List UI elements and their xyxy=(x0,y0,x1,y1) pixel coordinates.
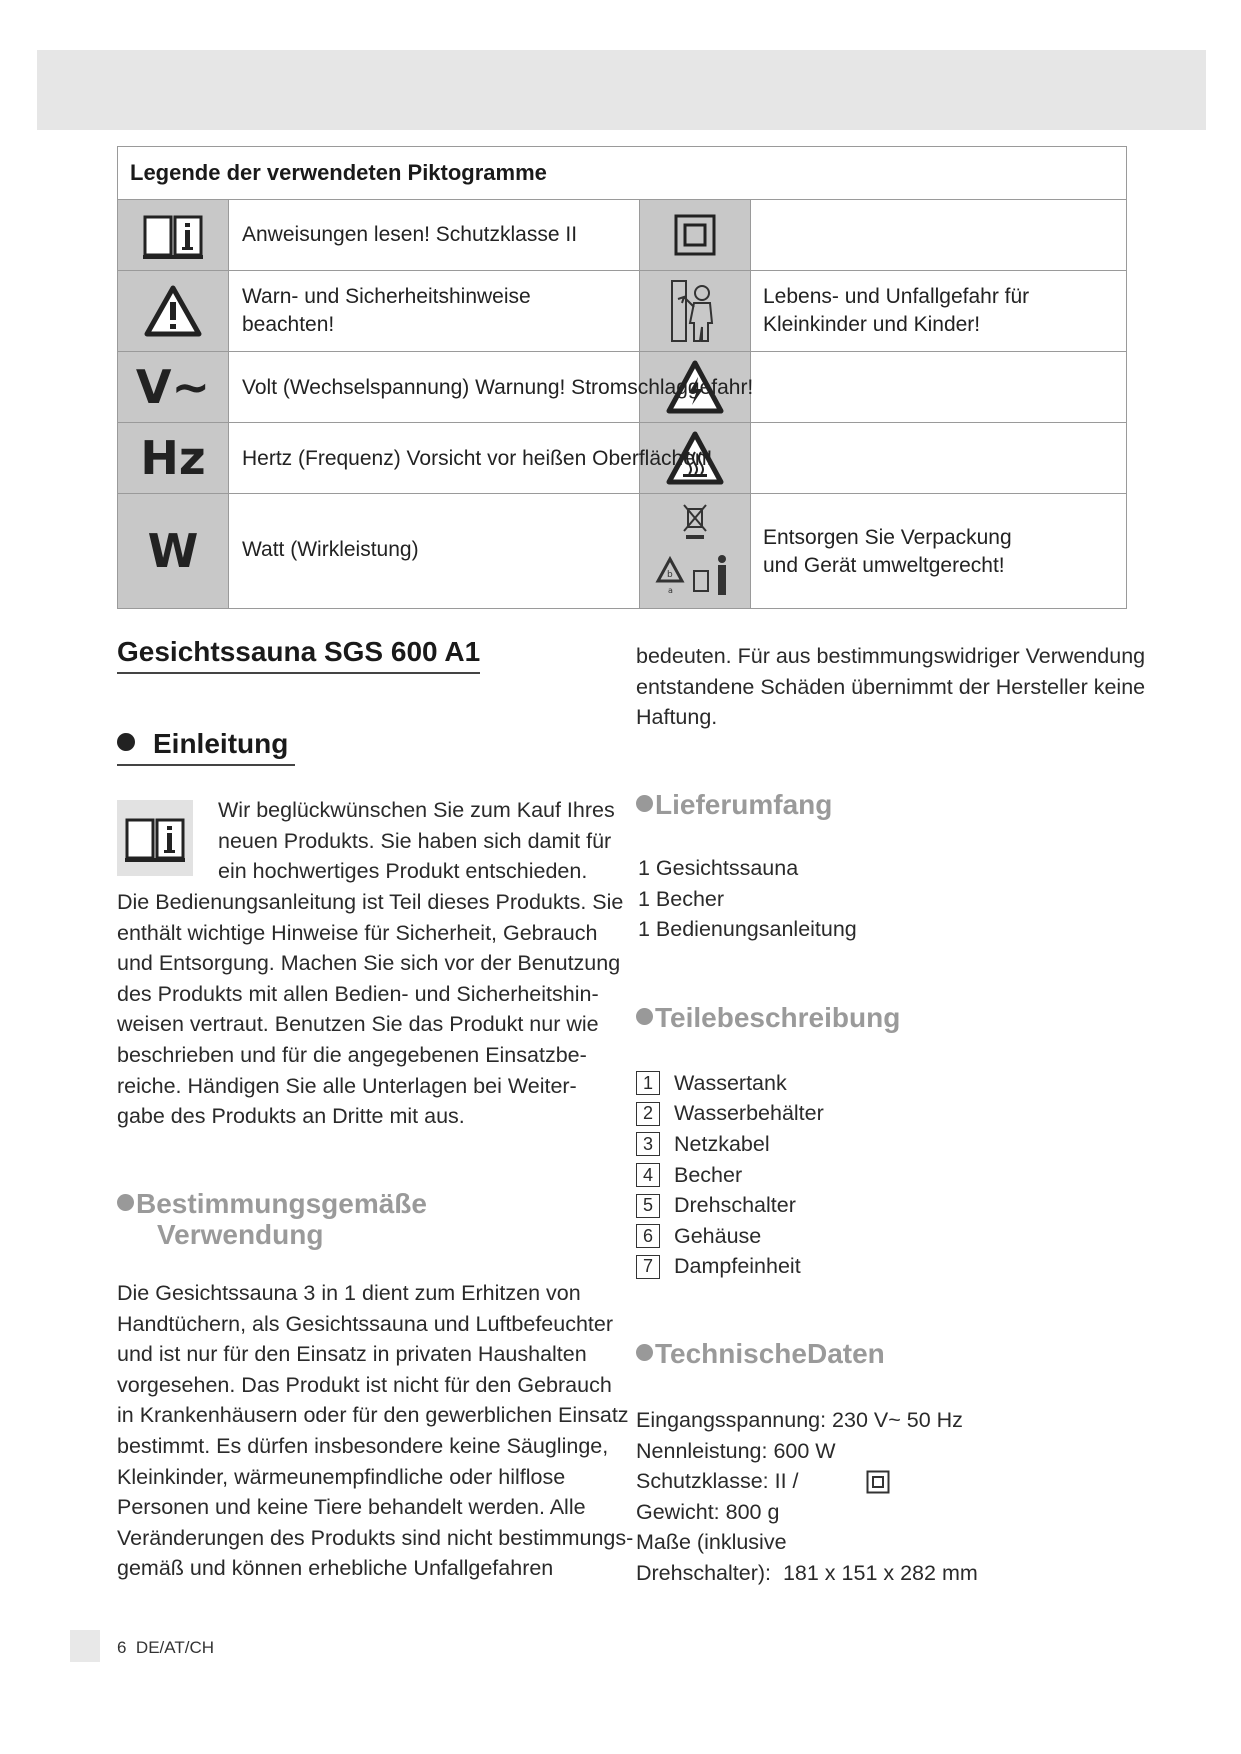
list-item: 6 Gehäuse xyxy=(636,1221,824,1252)
list-item: 1 Gesichtssauna xyxy=(638,856,799,880)
intro-paragraph-head xyxy=(218,795,615,887)
list-item: 1 Becher xyxy=(638,886,725,911)
recycling-disposal-icon xyxy=(639,494,751,608)
pictogram-legend-table xyxy=(117,146,1127,609)
text-line: Schutzklasse: II / xyxy=(636,1469,799,1494)
bullet-icon xyxy=(117,733,135,751)
part-number-box: 6 xyxy=(636,1224,660,1248)
legend-text: Lebens- und Unfallgefahr für xyxy=(763,285,1030,308)
text-line: reiche. Händigen Sie alle Unterlagen bei Weiter- xyxy=(117,1073,577,1098)
list-item: 5 Drehschalter xyxy=(636,1190,824,1221)
part-number-box: 4 xyxy=(636,1163,660,1187)
text-line: Personen und keine Tiere behandelt werden. Alle xyxy=(117,1495,586,1520)
text-line: Veränderungen des Produkts sind nicht bestimmungs- xyxy=(117,1525,634,1550)
legend-text: beachten! xyxy=(242,313,335,336)
use-paragraph xyxy=(117,1278,633,1584)
page-footer xyxy=(117,1638,214,1658)
volt-ac-symbol: V~ xyxy=(118,352,228,422)
bullet-icon xyxy=(117,1194,134,1211)
legend-text: Warn- und Sicherheitshinweise xyxy=(242,285,531,308)
part-number-box: 3 xyxy=(636,1132,660,1156)
section-heading-lieferumfang: Lieferumfang xyxy=(636,789,832,821)
text-line: beschrieben und für die angegebenen Einsatzbe- xyxy=(117,1042,587,1067)
continued-paragraph xyxy=(636,641,1145,733)
text-line: Maße (inklusive xyxy=(636,1530,787,1555)
text-line: Gewicht: 800 g xyxy=(636,1499,780,1524)
parts-list xyxy=(636,1068,824,1282)
text-line: gabe des Produkts an Dritte mit aus. xyxy=(117,1104,465,1129)
text-line: Drehschalter): 181 x 151 x 282 mm xyxy=(636,1560,978,1585)
intro-paragraph xyxy=(117,887,623,1132)
text-line: Die Bedienungsanleitung ist Teil dieses Produkts. Sie xyxy=(117,890,624,914)
page-header-bar xyxy=(37,50,1206,130)
page-number: 6 xyxy=(117,1638,127,1657)
watt-symbol: W xyxy=(118,494,228,608)
text-line: des Produkts mit allen Bedien- und Sicherheitshin- xyxy=(117,981,599,1006)
legend-row xyxy=(118,423,1126,494)
part-number-box: 2 xyxy=(636,1102,660,1126)
section-heading-technische-daten: TechnischeDaten xyxy=(636,1338,885,1370)
text-line: bedeuten. Für aus bestimmungswidriger Verwendung xyxy=(636,644,1146,668)
legend-row xyxy=(118,494,1126,608)
text-line: Wir beglückwünschen Sie zum Kauf Ihres xyxy=(218,798,615,822)
text-line: in Krankenhäusern oder für den gewerblichen Einsatz xyxy=(117,1403,629,1428)
svg-text:b: b xyxy=(667,570,673,580)
text-line: bestimmt. Es dürfen insbesondere keine Säuglinge, xyxy=(117,1433,609,1458)
legend-row xyxy=(118,200,1126,271)
part-number-box: 7 xyxy=(636,1255,660,1279)
tech-data-list xyxy=(636,1405,978,1589)
legend-title: Legende der verwendeten Piktogramme xyxy=(118,147,1126,200)
part-number-box: 1 xyxy=(636,1071,660,1095)
page-marker xyxy=(70,1630,100,1662)
list-item: 2 Wasserbehälter xyxy=(636,1099,824,1130)
text-line: und ist nur für den Einsatz in privaten Haushalten xyxy=(117,1342,587,1367)
legend-text: und Gerät umweltgerecht! xyxy=(763,554,1005,577)
legend-row xyxy=(118,352,1126,423)
book-info-icon xyxy=(117,800,193,876)
list-item: 1 Wassertank xyxy=(636,1068,824,1099)
text-line: Kleinkinder, wärmeunempfindliche oder hilflose xyxy=(117,1464,566,1489)
bullet-icon xyxy=(636,1344,653,1361)
text-line: und Entsorgung. Machen Sie sich vor der Benutzung xyxy=(117,951,621,976)
section-heading-einleitung: Einleitung xyxy=(117,728,288,760)
section-heading-verwendung: Bestimmungsgemäße Verwendung xyxy=(117,1188,427,1250)
text-line: vorgesehen. Das Produkt ist nicht für den Gebrauch xyxy=(117,1372,612,1397)
text-line: enthält wichtige Hinweise für Sicherheit, Gebrauch xyxy=(117,920,598,945)
part-number-box: 5 xyxy=(636,1194,660,1218)
legend-text: Kleinkinder und Kinder! xyxy=(763,313,981,336)
list-item: 4 Becher xyxy=(636,1160,824,1191)
text-line: ein hochwertiges Produkt entschieden. xyxy=(218,859,588,884)
warning-triangle-icon xyxy=(118,271,228,351)
legend-text: Entsorgen Sie Verpackung xyxy=(763,526,1012,549)
bullet-icon xyxy=(636,1008,653,1025)
list-item: 3 Netzkabel xyxy=(636,1129,824,1160)
child-danger-icon xyxy=(639,271,751,351)
text-line: Die Gesichtssauna 3 in 1 dient zum Erhitzen von xyxy=(117,1281,581,1305)
protection-class-ii-icon xyxy=(639,200,751,270)
bullet-icon xyxy=(636,795,653,812)
language-code: DE/AT/CH xyxy=(135,1638,214,1657)
list-item: 7 Dampfeinheit xyxy=(636,1252,824,1283)
svg-text:a: a xyxy=(668,586,673,595)
legend-text: Anweisungen lesen! Schutzklasse II xyxy=(242,223,578,246)
list-item: 1 Bedienungsanleitung xyxy=(638,917,857,942)
text-line: weisen vertraut. Benutzen Sie das Produkt nur wie xyxy=(117,1012,599,1037)
text-line: entstandene Schäden übernimmt der Hersteller keine xyxy=(636,674,1146,699)
legend-text: Watt (Wirkleistung) xyxy=(242,538,419,561)
text-line: Eingangsspannung: 230 V~ 50 Hz xyxy=(636,1408,963,1432)
heading-underline xyxy=(117,764,295,766)
legend-text: Hertz (Frequenz) Vorsicht vor heißen Oberflächen! xyxy=(242,447,713,470)
product-title: Gesichtssauna SGS 600 A1 xyxy=(117,636,480,674)
text-line: gemäß und können erhebliche Unfallgefahren xyxy=(117,1556,554,1581)
text-line: Haftung. xyxy=(636,705,718,730)
legend-row xyxy=(118,271,1126,352)
legend-text: Volt (Wechselspannung) Warnung! Stromschlaggefahr! xyxy=(242,376,754,399)
hertz-symbol: Hz xyxy=(118,423,228,493)
protection-class-ii-icon xyxy=(866,1470,890,1494)
section-heading-teilebeschreibung: Teilebeschreibung xyxy=(636,1002,900,1034)
book-info-icon xyxy=(118,200,228,270)
scope-list xyxy=(638,853,857,945)
text-line: Handtüchern, als Gesichtssauna und Luftbefeuchter xyxy=(117,1311,614,1336)
text-line: Nennleistung: 600 W xyxy=(636,1438,836,1463)
text-line: neuen Produkts. Sie haben sich damit für xyxy=(218,828,612,853)
